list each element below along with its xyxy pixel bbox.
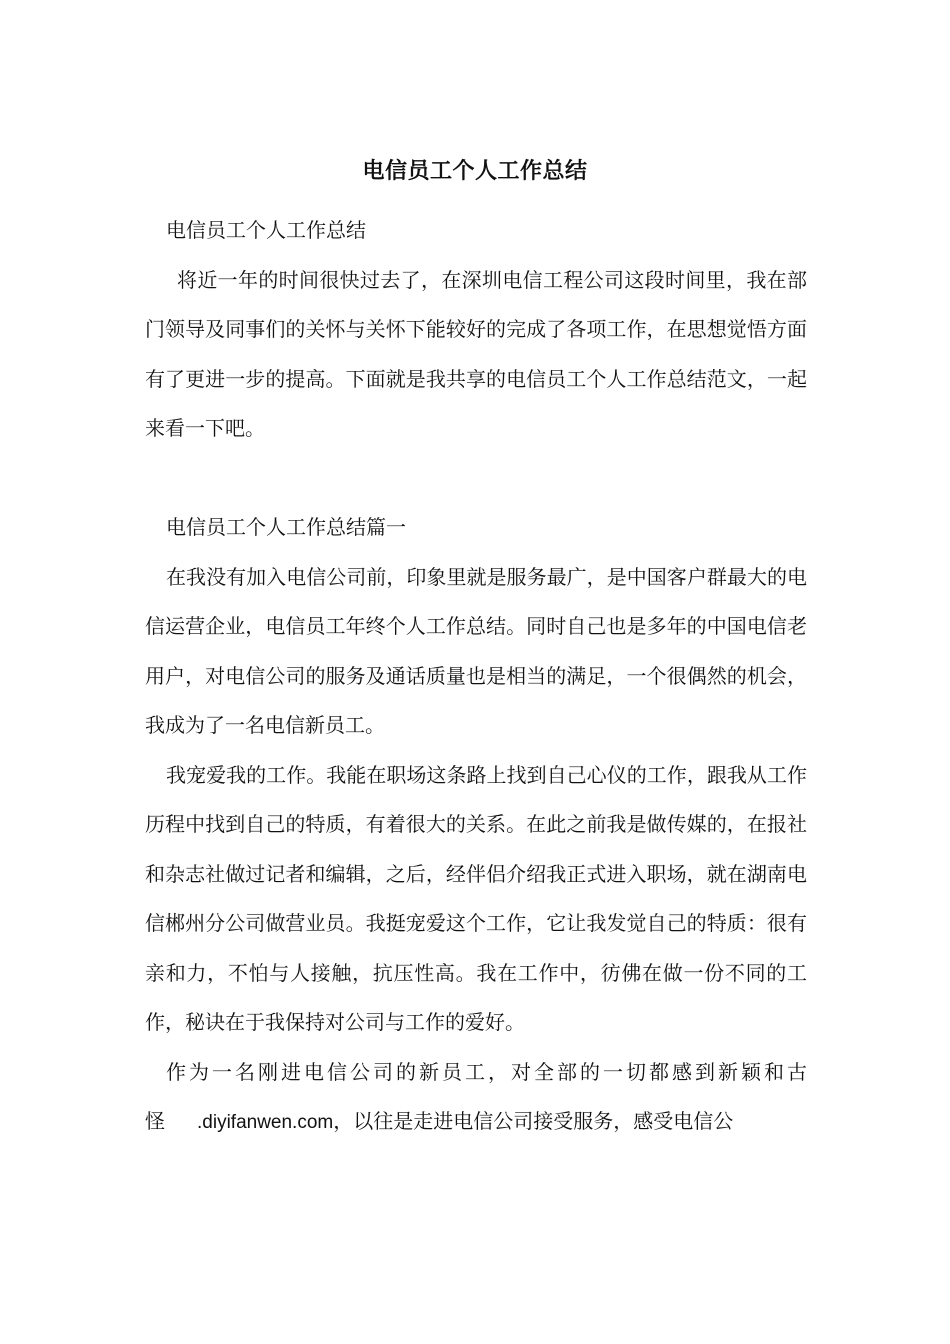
document-title: 电信员工个人工作总结 xyxy=(362,158,588,184)
paragraph-3-text: 作为一名刚进电信公司的新员工，对全部的一切都感到新颖和古怪 xyxy=(145,1059,807,1133)
section-heading: 电信员工个人工作总结篇一 xyxy=(166,515,406,539)
blank-line xyxy=(145,454,807,504)
document-body xyxy=(145,206,807,1148)
paragraph-3-continuation: ，以往是走进电信公司接受服务，感受电信公 xyxy=(333,1109,734,1133)
paragraph-1: 在我没有加入电信公司前，印象里就是服务最广，是中国客户群最大的电信运营企业，电信员工年终个人工作总结。同时自己也是多年的中国电信老用户，对电信公司的服务及通话质量也是相当的满足，一个很偶然的机会，我成为了一名电信新员工。 xyxy=(145,564,807,737)
intro-paragraph: 将近一年的时间很快过去了，在深圳电信工程公司这段时间里，我在部门领导及同事们的关怀与关怀下能较好的完成了各项工作，在思想觉悟方面有了更进一步的提高。下面就是我共享的电信员工个人工作总结范文，一起来看一下吧。 xyxy=(145,267,807,440)
paragraph-2: 我宠爱我的工作。我能在职场这条路上找到自己心仪的工作，跟我从工作历程中找到自己的特质，有着很大的关系。在此之前我是做传媒的，在报社和杂志社做过记者和编辑，之后，经伴侣介绍我正式进入职场，就在湖南电信郴州分公司做营业员。我挺宠爱这个工作，它让我发觉自己的特质：很有亲和力，不怕与人接触，抗压性高。我在工作中，彷佛在做一份不同的工作，秘诀在于我保持对公司与工作的爱好。 xyxy=(145,762,807,1034)
website-url: .diyifanwen.com xyxy=(197,1112,334,1133)
document-subtitle: 电信员工个人工作总结 xyxy=(166,218,366,242)
paragraph-3 xyxy=(145,1048,807,1148)
